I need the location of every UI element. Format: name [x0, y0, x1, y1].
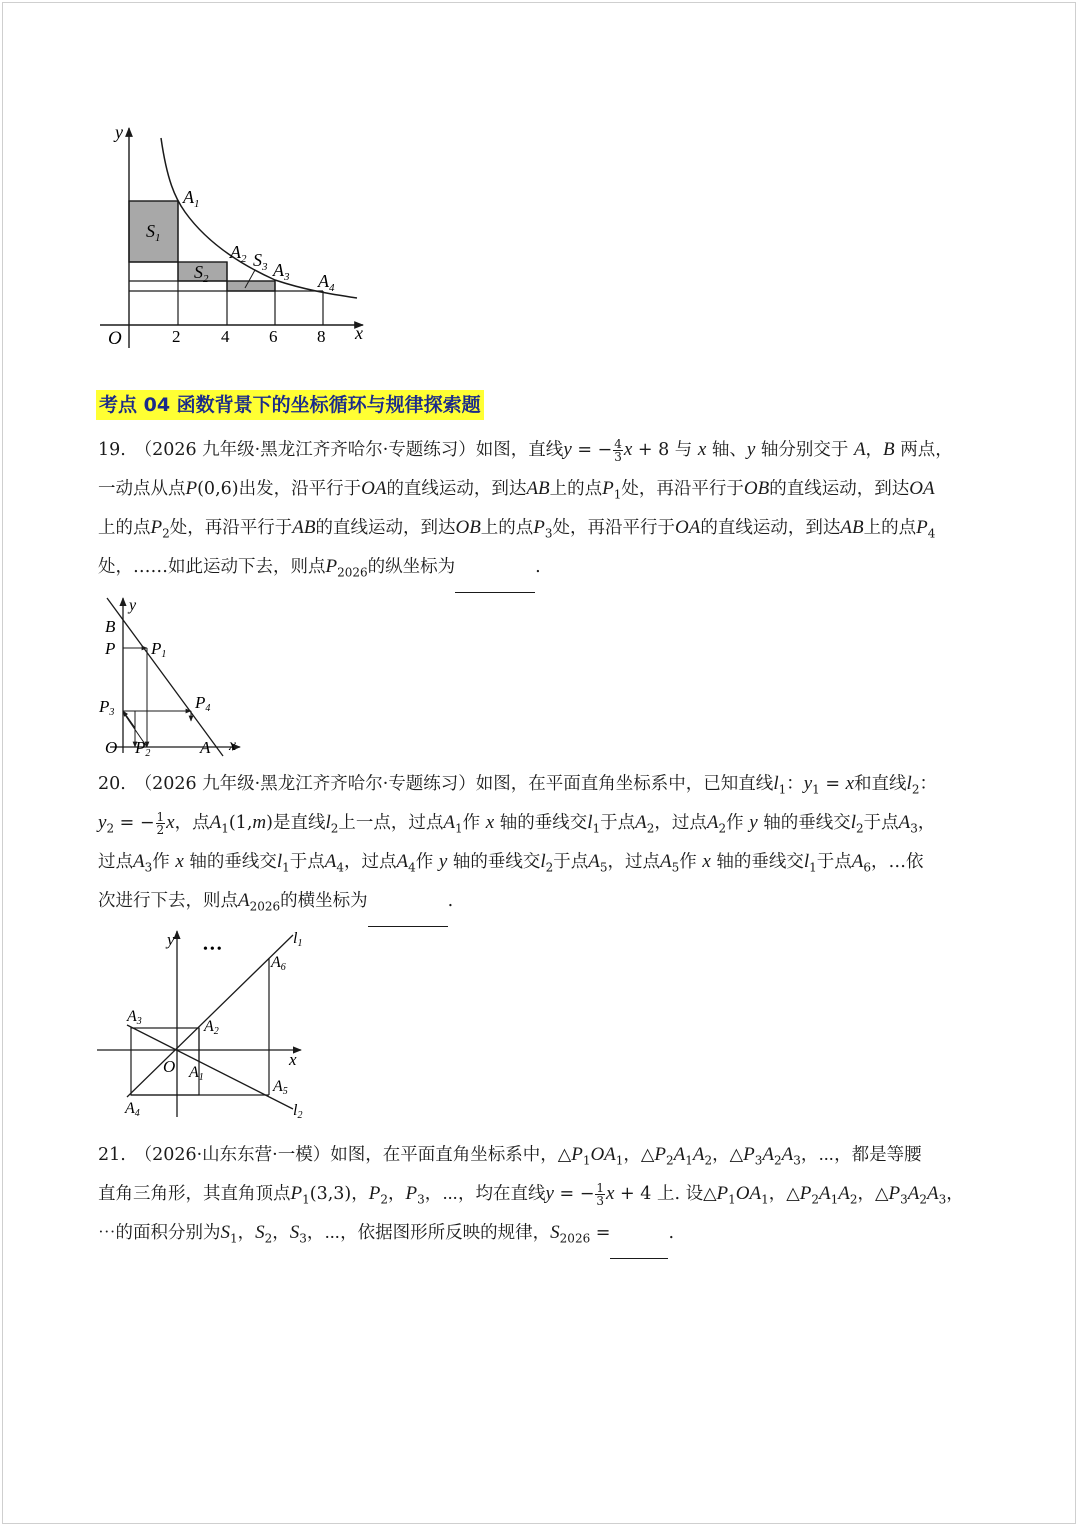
label-origin: O [108, 328, 122, 349]
label-p4: P4 [195, 693, 211, 714]
section-title: 考点 04 函数背景下的坐标循环与规律探索题 [96, 390, 484, 420]
ellipsis-dots: ••• [203, 942, 224, 957]
label-a5: A5 [273, 1078, 288, 1097]
label-a4: $A_4$ [318, 271, 335, 294]
question-19 [98, 430, 988, 586]
q20-answer-blank[interactable] [368, 902, 448, 927]
label-y: y [167, 930, 175, 949]
tick-2: 2 [172, 327, 181, 346]
line-l2 [127, 1025, 293, 1109]
label-a3: $A_3$ [273, 260, 290, 283]
label-a: A [200, 738, 211, 757]
label-a1: A1 [189, 1064, 204, 1083]
question-20 [98, 764, 988, 920]
tick-6: 6 [269, 327, 278, 346]
tick-8: 8 [317, 327, 326, 346]
q21-answer-blank[interactable] [610, 1234, 668, 1259]
label-origin: O [163, 1057, 176, 1076]
label-a4: A4 [125, 1100, 140, 1119]
q20-line-1: 20. （2026 九年级·黑龙江齐齐哈尔·专题练习）如图，在平面直角坐标系中，已知直线$l_1$：$y_1 = x$和直线$l_2$： [98, 773, 937, 797]
label-y: y [115, 122, 123, 142]
q19-line-2: 一动点从点P(0,6)出发，沿平行于OA的直线运动，到达AB上的点$P_1$处，再沿平行于OB的直线运动，到达OA [98, 478, 935, 502]
label-x: x [229, 737, 237, 754]
label-x: x [355, 323, 363, 343]
label-s3: $S_3$ [253, 250, 268, 273]
q19-line-1: 19. （2026 九年级·黑龙江齐齐哈尔·专题练习）如图，直线y = − $\frac{4}{3}$ x + 8 与 x 轴、y 轴分别交于 A，B 两点， [98, 437, 953, 464]
q20-line-3: 过点$A_3$作 x 轴的垂线交$l_1$于点$A_4$，过点$A_4$作 y 轴的垂线交$l_2$于点$A_5$，过点$A_5$作 x 轴的垂线交$l_1$于点$A_6$，…依 [98, 851, 924, 875]
label-s2: $S_2$ [194, 262, 209, 285]
label-a6: A6 [271, 954, 286, 973]
label-a1: $A_1$ [183, 187, 200, 210]
q19-line-3: 上的点$P_2$处，再沿平行于AB的直线运动，到达OB上的点$P_3$处，再沿平行于OA的直线运动，到达AB上的点$P_4$ [98, 517, 936, 541]
figure-19 [95, 590, 255, 760]
label-p1: P1 [151, 639, 167, 660]
rect-s3 [227, 281, 275, 291]
q21-line-2: 直角三角形，其直角顶点$P_1(3,3)$，$P_2$，$P_3$，⋯，均在直线y = − $\frac{1}{3}$ x + 4 上. 设$\triangle P_1OA_1$，$\triangle P_2A_1A_2$，$\triangle P_3A_2A_3$， [98, 1181, 964, 1208]
q21-line-1: 21. （2026·山东东营·一模）如图，在平面直角坐标系中，$\triangle P_1OA_1$，$\triangle P_2A_1A_2$，$\triangle P_3A_2A_3$，⋯，都是等腰 [98, 1144, 922, 1168]
label-a3: A3 [127, 1008, 142, 1027]
label-x: x [289, 1050, 297, 1069]
q20-line-2: $y_2$ = − $\frac{1}{2}$ x，点$A_1(1,m)$是直线$l_2$上一点，过点$A_1$作 x 轴的垂线交$l_1$于点$A_2$，过点$A_2$作 y 轴的垂线交$l_2$于点$A_3$， [98, 810, 936, 837]
tick-4: 4 [221, 327, 230, 346]
label-l1: l1 [293, 930, 303, 949]
q21-fraction: $\frac{1}{3}$ [596, 1181, 605, 1208]
label-p3: P3 [99, 697, 115, 718]
label-p2: P2 [135, 738, 151, 759]
question-21 [98, 1135, 988, 1252]
figure-hyperbola-rectangles [95, 120, 380, 355]
figure-20 [95, 925, 320, 1125]
label-l2: l2 [293, 1102, 303, 1121]
label-s1: $S_1$ [146, 221, 161, 244]
label-y: y [129, 597, 137, 614]
label-a2: A2 [204, 1018, 219, 1037]
label-p: P [105, 639, 116, 658]
line-ab [107, 598, 223, 756]
q20-line-4: 次进行下去，则点$A_{2026}$的横坐标为 . [98, 881, 988, 920]
q19-fraction: $\frac{4}{3}$ [614, 437, 622, 464]
q19-line-4: 处，……如此运动下去，则点$P_{2026}$的纵坐标为 . [98, 547, 988, 586]
q20-fraction: $\frac{1}{2}$ [156, 810, 165, 837]
q21-line-3: ⋯的面积分别为$S_1$，$S_2$，$S_3$，⋯，依据图形所反映的规律，$S_{2026}$ = . [98, 1213, 988, 1252]
label-a2: $A_2$ [230, 242, 247, 265]
q19-answer-blank[interactable] [455, 568, 535, 593]
line-l1 [127, 935, 293, 1097]
label-origin: O [105, 738, 118, 757]
label-b: B [105, 617, 116, 636]
